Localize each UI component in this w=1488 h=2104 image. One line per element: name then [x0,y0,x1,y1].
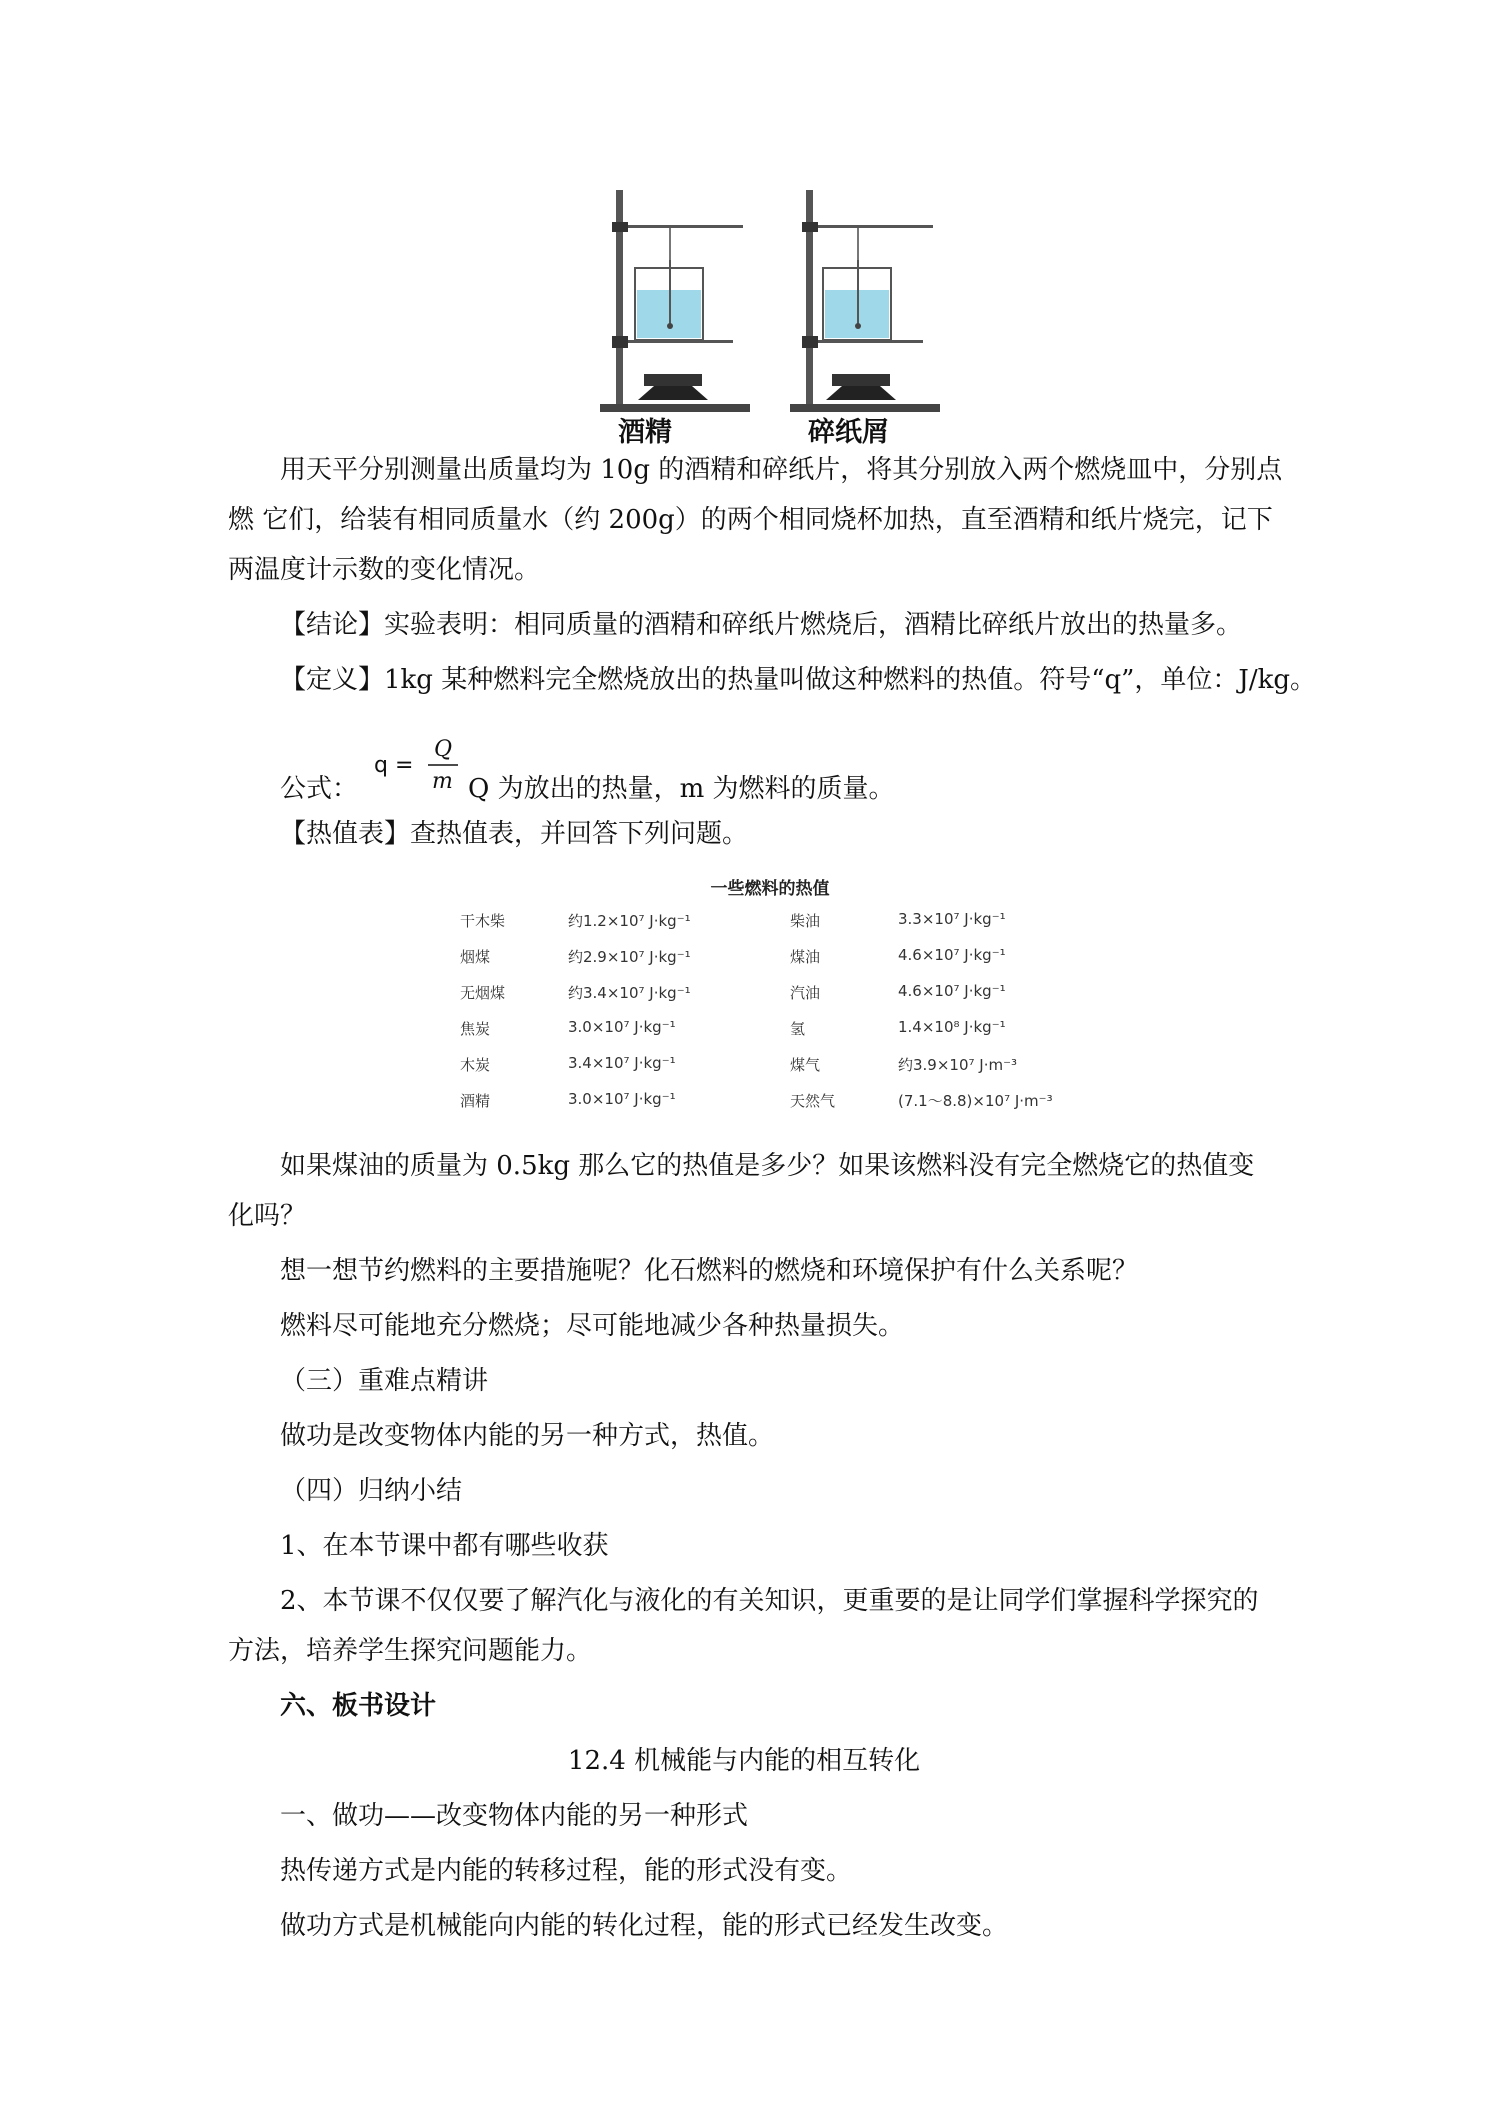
board-item: 做功方式是机械能向内能的转化过程，能的形式已经发生改变。 [280,1911,1009,1941]
experiment-figure [580,180,960,450]
caption-paper-scraps: 碎纸屑 [808,417,889,448]
fuel-value: 3.4×10⁷ J·kg⁻¹ [568,1054,676,1072]
fuel-name: 焦炭 [460,1020,491,1038]
fuel-name: 煤气 [790,1056,821,1074]
fuel-name: 木炭 [460,1056,491,1074]
fuel-name: 汽油 [790,984,821,1002]
fuel-value: 4.6×10⁷ J·kg⁻¹ [898,982,1006,1000]
fuel-value: 3.3×10⁷ J·kg⁻¹ [898,910,1006,928]
paragraph-line: 两温度计示数的变化情况。 [228,555,541,585]
fuel-name: 无烟煤 [460,984,506,1002]
left-apparatus [600,190,750,412]
fuel-heat-value-table [450,874,1090,1134]
formula-label: 公式： [280,774,359,804]
fuel-value: 约3.9×10⁷ J·m⁻³ [898,1056,1018,1074]
table-row [450,1018,1090,1052]
section-heading: （四）归纳小结 [280,1476,463,1506]
fuel-name: 煤油 [790,948,821,966]
fuel-value: 3.0×10⁷ J·kg⁻¹ [568,1018,676,1036]
summary-item: 2、本节课不仅仅要了解汽化与液化的有关知识，更重要的是让同学们掌握科学探究的 [280,1586,1259,1616]
question-line: 化吗？ [228,1201,307,1231]
fuel-name: 烟煤 [460,948,491,966]
caption-alcohol: 酒精 [618,417,672,448]
formula-description: Q 为放出的热量，m 为燃料的质量。 [468,774,895,804]
fuel-value: (7.1～8.8)×10⁷ J·m⁻³ [898,1092,1053,1110]
table-row [450,1090,1090,1124]
fuel-value: 4.6×10⁷ J·kg⁻¹ [898,946,1006,964]
paragraph-line: 用天平分别测量出质量均为 10g 的酒精和碎纸片，将其分别放入两个燃烧皿中，分别点 [280,455,1283,485]
formula-q-equals-q-over-m [372,724,472,804]
table-row [450,946,1090,980]
section-heading: （三）重难点精讲 [280,1366,489,1396]
fuel-name: 酒精 [460,1092,491,1110]
formula-numerator: Q [434,737,453,762]
fuel-name: 干木柴 [460,912,506,930]
summary-item: 方法，培养学生探究问题能力。 [228,1636,593,1666]
fuel-name: 天然气 [790,1092,836,1110]
fuel-value: 3.0×10⁷ J·kg⁻¹ [568,1090,676,1108]
heading-board-design: 六、板书设计 [280,1691,437,1721]
table-intro-text: 【热值表】查热值表，并回答下列问题。 [280,819,749,849]
board-item: 一、做功——改变物体内能的另一种形式 [280,1801,749,1831]
board-item: 热传递方式是内能的转移过程，能的形式没有变。 [280,1856,853,1886]
fuel-name: 柴油 [790,912,821,930]
table-title: 一些燃料的热值 [710,879,830,899]
fuel-value: 约3.4×10⁷ J·kg⁻¹ [568,984,691,1002]
fuel-value: 约2.9×10⁷ J·kg⁻¹ [568,948,691,966]
formula-row [280,720,1180,810]
table-row [450,910,1090,944]
answer-text: 燃料尽可能地充分燃烧；尽可能地减少各种热量损失。 [280,1311,905,1341]
formula-denominator: m [432,769,453,794]
formula-lhs: q = [374,753,414,778]
fuel-name: 氢 [790,1020,806,1038]
table-row [450,982,1090,1016]
think-text: 想一想节约燃料的主要措施呢？化石燃料的燃烧和环境保护有什么关系呢？ [280,1256,1139,1286]
section-text: 做功是改变物体内能的另一种方式，热值。 [280,1421,775,1451]
conclusion-text: 【结论】实验表明：相同质量的酒精和碎纸片燃烧后，酒精比碎纸片放出的热量多。 [280,610,1243,640]
fuel-value: 1.4×10⁸ J·kg⁻¹ [898,1018,1006,1036]
table-row [450,1054,1090,1088]
paragraph-line: 燃 它们，给装有相同质量水（约 200g）的两个相同烧杯加热，直至酒精和纸片烧完，记下 [228,505,1273,535]
fuel-value: 约1.2×10⁷ J·kg⁻¹ [568,912,691,930]
question-line: 如果煤油的质量为 0.5kg 那么它的热值是多少？如果该燃料没有完全燃烧它的热值变 [280,1151,1255,1181]
board-title: 12.4 机械能与内能的相互转化 [567,1746,921,1776]
right-apparatus [790,190,940,412]
definition-text: 【定义】1kg 某种燃料完全燃烧放出的热量叫做这种燃料的热值。符号“q”，单位：J/kg。 [280,665,1317,695]
summary-item: 1、在本节课中都有哪些收获 [280,1531,609,1561]
